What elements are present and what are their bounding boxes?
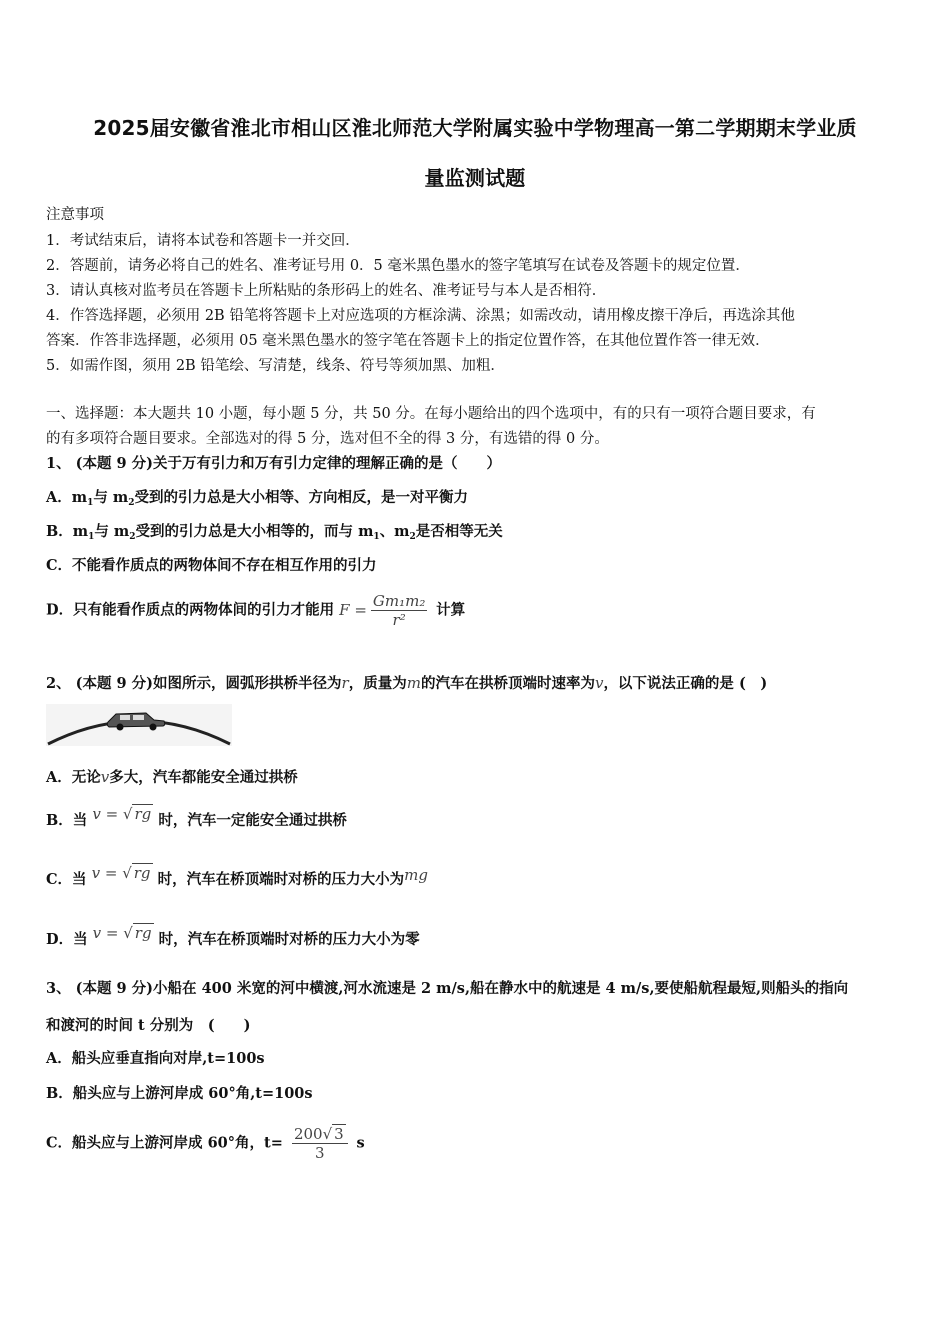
car-on-bridge-icon xyxy=(46,702,232,746)
notice-item: 3．请认真核对监考员在答题卡上所粘贴的条形码上的姓名、准考证号与本人是否相符． xyxy=(46,283,607,299)
q3-stem-cont: 和渡河的时间 t 分别为 ( ) xyxy=(46,1017,251,1034)
q2-option-d: D．当 v = √ rg 时，汽车在桥顶端时对桥的压力大小为零 xyxy=(46,924,420,948)
q2-option-a: A．无论v多大，汽车都能安全通过拱桥 xyxy=(46,768,298,786)
q3-option-a: A．船头应垂直指向对岸,t=100s xyxy=(46,1050,265,1067)
gravitation-formula: F = $\frac{\text{Gm₁m₂}}{\text{r²}}$ xyxy=(339,592,426,629)
q1-option-b: B．$m_1$与 $m_2$受到的引力总是大小相等的，而与 $m_1$、$m_2$是否相等无关 xyxy=(46,523,503,542)
notice-item: 5．如需作图，须用 2B 铅笔绘、写清楚，线条、符号等须加黑、加粗． xyxy=(46,358,505,374)
q3-option-c: C．船头应与上游河岸成 60°角，t= $\frac{200√ 3}{3}$ s xyxy=(46,1125,365,1162)
notice-item: 2．答题前，请务必将自己的姓名、准考证号用 0．5 毫米黑色墨水的签字笔填写在试卷及答题卡的规定位置． xyxy=(46,258,750,274)
notice-heading: 注意事项 xyxy=(46,207,104,223)
notice-item: 1．考试结束后，请将本试卷和答题卡一并交回． xyxy=(46,233,360,249)
q1-option-a: A．$m_1$与 $m_2$受到的引力总是大小相等、方向相反，是一对平衡力 xyxy=(46,489,469,508)
section-instruction: 的有多项符合题目要求。全部选对的得 5 分，选对但不全的得 3 分，有选错的得 0 分。 xyxy=(46,431,609,447)
notice-item: 4．作答选择题，必须用 2B 铅笔将答题卡上对应选项的方框涂满、涂黑；如需改动，请用橡皮擦干净后，再选涂其他 xyxy=(46,308,795,324)
q2-option-c: C．当 v = √ rg 时，汽车在桥顶端时对桥的压力大小为mg xyxy=(46,864,428,888)
exam-title-line1: 2025届安徽省淮北市相山区淮北师范大学附属实验中学物理高一第二学期期末学业质 xyxy=(93,116,857,140)
q3-stem: 3、 (本题 9 分)小船在 400 米宽的河中横渡,河水流速是 2 m/s,船在静水中的航速是 4 m/s,要使船航程最短,则船头的指向 xyxy=(46,980,849,997)
q2-option-b: B．当 v = √ rg 时，汽车一定能安全通过拱桥 xyxy=(46,805,347,829)
exam-title-line2: 量监测试题 xyxy=(424,166,526,190)
q1-stem: 1、 (本题 9 分)关于万有引力和万有引力定律的理解正确的是（ ） xyxy=(46,455,502,472)
q3-option-b: B．船头应与上游河岸成 60°角,t=100s xyxy=(46,1085,313,1102)
q1-option-d: D．只有能看作质点的两物体间的引力才能用 F = $\frac{\text{Gm₁m₂}}{\text{r²}}$ 计算 xyxy=(46,592,466,629)
time-fraction: $\frac{200√ 3}{3}$ xyxy=(288,1134,357,1152)
q2-stem: 2、 (本题 9 分)如图所示，圆弧形拱桥半径为r，质量为m的汽车在拱桥顶端时速率为v，以下说法正确的是 ( ) xyxy=(46,674,768,692)
section-instruction: 一、选择题：本大题共 10 小题，每小题 5 分，共 50 分。在每小题给出的四个选项中，有的只有一项符合题目要求，有 xyxy=(46,406,816,422)
arch-bridge-figure xyxy=(46,702,232,746)
notice-item: 答案．作答非选择题，必须用 05 毫米黑色墨水的签字笔在答题卡上的指定位置作答，在其他位置作答一律无效． xyxy=(46,333,770,349)
q1-option-c: C．不能看作质点的两物体间不存在相互作用的引力 xyxy=(46,557,377,574)
